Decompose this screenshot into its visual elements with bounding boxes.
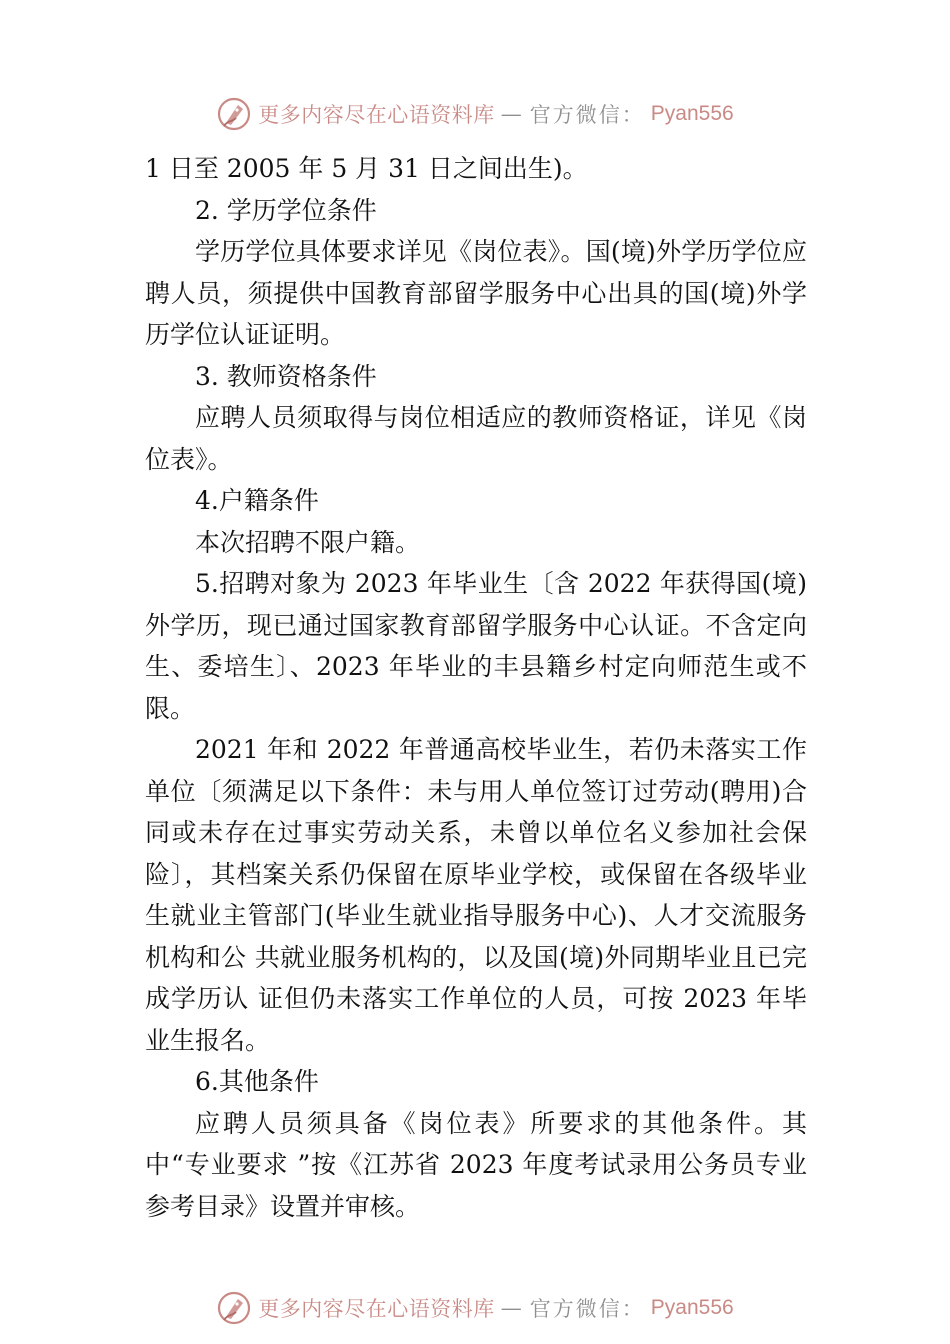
paragraph-2: 2. 学历学位条件 (195, 195, 377, 225)
watermark-row (216, 1290, 733, 1326)
watermark-row (216, 96, 733, 132)
watermark-sub-text: 官方微信： (529, 103, 645, 127)
watermark-separator: — (500, 102, 524, 126)
paragraph-8: 5.招聘对象为 2023 年毕业生〔含 2022 年获得国(境)外学历，现已通过国家教育部留学服务中心认证。不含定向生、委培生〕、2023 年毕业的丰县籍乡村定向师范生或不限。 (145, 569, 807, 723)
paragraph-7: 本次招聘不限户籍。 (195, 527, 421, 557)
paragraph-6: 4.户籍条件 (195, 486, 319, 515)
header-watermark (0, 94, 950, 134)
paragraph-4: 3. 教师资格条件 (195, 361, 377, 391)
paragraph-3: 学历学位具体要求详见《岗位表》。国(境)外学历学位应聘人员，须提供中国教育部留学服务中心出具的国(境)外学历学位认证证明。 (145, 237, 807, 349)
watermark-main-text: 更多内容尽在心语资料库 (258, 1297, 495, 1321)
pen-nib-circle-icon (216, 1290, 252, 1326)
watermark-wechat-id: Pyan556 (650, 102, 734, 125)
watermark-wechat-id: Pyan556 (650, 1296, 734, 1319)
paragraph-1: 1 日至 2005 年 5 月 31 日之间出生)。 (145, 154, 588, 183)
footer-watermark (0, 1288, 950, 1328)
watermark-main-text: 更多内容尽在心语资料库 (258, 103, 495, 127)
paragraph-9: 2021 年和 2022 年普通高校毕业生，若仍未落实工作单位〔须满足以下条件：未与用人单位签订过劳动(聘用)合同或未存在过事实劳动关系，未曾以单位名义参加社会保险〕，其档案关系仍保留在原毕业学校，或保留在各级毕业生就业主管部门(毕业生就业指导服务中心)、人才交流服务机构和公 共就业服务机构的，以及国(境)外同期毕业且已完成学历认 证但仍未落实工作单位的人员，可按 2023 年毕业生报名。 (145, 735, 807, 1055)
pen-nib-circle-icon (216, 96, 252, 132)
watermark-separator: — (500, 1296, 524, 1320)
watermark-sub-text: 官方微信： (529, 1297, 645, 1321)
paragraph-10: 6.其他条件 (195, 1067, 319, 1096)
document-body (145, 148, 807, 1227)
paragraph-5: 应聘人员须取得与岗位相适应的教师资格证，详见《岗位表》。 (145, 403, 807, 474)
paragraph-11: 应聘人员须具备《岗位表》所要求的其他条件。其中“专业要求 ”按《江苏省 2023 年度考试录用公务员专业参考目录》设置并审核。 (145, 1108, 807, 1221)
